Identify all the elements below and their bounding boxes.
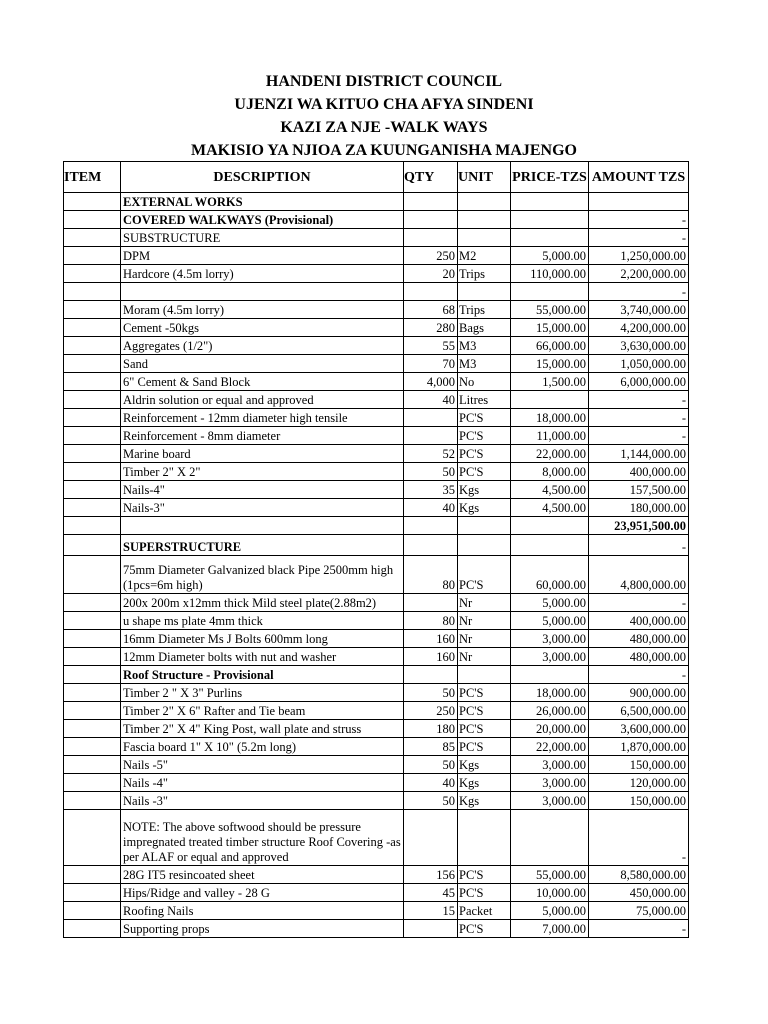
- table-row: [64, 630, 689, 648]
- item-cell: [64, 720, 121, 738]
- description-cell: 6" Cement & Sand Block: [121, 373, 404, 391]
- amount-cell: -: [589, 229, 689, 247]
- price-cell: 4,500.00: [511, 499, 589, 517]
- unit-cell: PC'S: [458, 556, 511, 594]
- description-cell: 75mm Diameter Galvanized black Pipe 2500mm high (1pcs=6m high): [121, 556, 404, 594]
- title-line-works: KAZI ZA NJE -WALK WAYS: [280, 119, 488, 136]
- qty-cell: 40: [404, 774, 458, 792]
- qty-cell: [404, 535, 458, 556]
- table-row: [64, 702, 689, 720]
- description-cell: Nails -3": [121, 792, 404, 810]
- title-line-estimate: MAKISIO YA NJIOA ZA KUUNGANISHA MAJENGO: [191, 142, 577, 159]
- amount-cell: 400,000.00: [589, 612, 689, 630]
- qty-cell: 50: [404, 792, 458, 810]
- amount-cell: 157,500.00: [589, 481, 689, 499]
- unit-cell: Litres: [458, 391, 511, 409]
- price-cell: 3,000.00: [511, 792, 589, 810]
- table-row: [64, 792, 689, 810]
- amount-cell: 23,951,500.00: [589, 517, 689, 535]
- unit-cell: Kgs: [458, 756, 511, 774]
- qty-cell: 80: [404, 612, 458, 630]
- description-cell: Timber 2 " X 3" Purlins: [121, 684, 404, 702]
- qty-cell: 50: [404, 684, 458, 702]
- price-cell: [511, 229, 589, 247]
- amount-cell: -: [589, 535, 689, 556]
- price-cell: 18,000.00: [511, 684, 589, 702]
- price-cell: 15,000.00: [511, 319, 589, 337]
- table-row: [64, 902, 689, 920]
- description-cell: [121, 283, 404, 301]
- amount-cell: 1,250,000.00: [589, 247, 689, 265]
- description-cell: SUBSTRUCTURE: [121, 229, 404, 247]
- unit-cell: [458, 229, 511, 247]
- amount-cell: 1,870,000.00: [589, 738, 689, 756]
- table-row: [64, 648, 689, 666]
- description-cell: Timber 2" X 4" King Post, wall plate and struss: [121, 720, 404, 738]
- qty-cell: 156: [404, 866, 458, 884]
- price-cell: [511, 535, 589, 556]
- table-row: [64, 666, 689, 684]
- description-cell: Hips/Ridge and valley - 28 G: [121, 884, 404, 902]
- price-cell: 55,000.00: [511, 866, 589, 884]
- amount-cell: 2,200,000.00: [589, 265, 689, 283]
- description-cell: Roofing Nails: [121, 902, 404, 920]
- qty-cell: 180: [404, 720, 458, 738]
- amount-cell: -: [589, 391, 689, 409]
- amount-cell: -: [589, 211, 689, 229]
- description-cell: 200x 200m x12mm thick Mild steel plate(2.88m2): [121, 594, 404, 612]
- table-row: [64, 866, 689, 884]
- unit-cell: Packet: [458, 902, 511, 920]
- amount-cell: -: [589, 409, 689, 427]
- amount-cell: 480,000.00: [589, 648, 689, 666]
- item-cell: [64, 247, 121, 265]
- item-cell: [64, 810, 121, 866]
- unit-cell: Kgs: [458, 792, 511, 810]
- table-row: [64, 594, 689, 612]
- title-line-project: UJENZI WA KITUO CHA AFYA SINDENI: [234, 96, 534, 113]
- qty-cell: 20: [404, 265, 458, 283]
- amount-cell: -: [589, 810, 689, 866]
- amount-cell: [589, 193, 689, 211]
- item-cell: [64, 702, 121, 720]
- table-row: [64, 499, 689, 517]
- price-cell: 22,000.00: [511, 738, 589, 756]
- description-cell: Sand: [121, 355, 404, 373]
- item-cell: [64, 301, 121, 319]
- item-cell: [64, 630, 121, 648]
- unit-cell: No: [458, 373, 511, 391]
- unit-cell: Nr: [458, 648, 511, 666]
- qty-cell: [404, 193, 458, 211]
- amount-cell: 450,000.00: [589, 884, 689, 902]
- qty-cell: 85: [404, 738, 458, 756]
- qty-cell: 50: [404, 756, 458, 774]
- unit-cell: [458, 666, 511, 684]
- item-cell: [64, 535, 121, 556]
- item-cell: [64, 756, 121, 774]
- table-row: [64, 337, 689, 355]
- qty-cell: [404, 409, 458, 427]
- item-cell: [64, 193, 121, 211]
- description-cell: Fascia board 1" X 10" (5.2m long): [121, 738, 404, 756]
- table-row: [64, 409, 689, 427]
- table-row: [64, 756, 689, 774]
- description-cell: Roof Structure - Provisional: [121, 666, 404, 684]
- unit-cell: PC'S: [458, 866, 511, 884]
- price-cell: 110,000.00: [511, 265, 589, 283]
- qty-cell: 160: [404, 648, 458, 666]
- table-row: [64, 720, 689, 738]
- price-cell: 1,500.00: [511, 373, 589, 391]
- unit-cell: Kgs: [458, 481, 511, 499]
- description-cell: Aggregates (1/2"): [121, 337, 404, 355]
- price-cell: 5,000.00: [511, 612, 589, 630]
- table-row: [64, 920, 689, 938]
- price-cell: 3,000.00: [511, 630, 589, 648]
- unit-cell: [458, 193, 511, 211]
- unit-cell: Trips: [458, 301, 511, 319]
- description-cell: Nails -5": [121, 756, 404, 774]
- description-cell: NOTE: The above softwood should be pressure impregnated treated timber structure Roof Covering -as per ALAF or equal and approved: [121, 810, 404, 866]
- qty-cell: 250: [404, 247, 458, 265]
- qty-cell: 280: [404, 319, 458, 337]
- item-cell: [64, 391, 121, 409]
- description-cell: SUPERSTRUCTURE: [121, 535, 404, 556]
- unit-cell: Kgs: [458, 774, 511, 792]
- item-cell: [64, 738, 121, 756]
- description-cell: Moram (4.5m lorry): [121, 301, 404, 319]
- description-cell: Cement -50kgs: [121, 319, 404, 337]
- amount-cell: 400,000.00: [589, 463, 689, 481]
- item-cell: [64, 648, 121, 666]
- description-cell: Timber 2" X 6" Rafter and Tie beam: [121, 702, 404, 720]
- item-cell: [64, 902, 121, 920]
- header-description: DESCRIPTION: [121, 162, 404, 193]
- item-cell: [64, 337, 121, 355]
- unit-cell: PC'S: [458, 409, 511, 427]
- unit-cell: PC'S: [458, 738, 511, 756]
- unit-cell: PC'S: [458, 720, 511, 738]
- description-cell: Timber 2" X 2": [121, 463, 404, 481]
- table-row: [64, 427, 689, 445]
- qty-cell: 68: [404, 301, 458, 319]
- price-cell: 18,000.00: [511, 409, 589, 427]
- price-cell: 4,500.00: [511, 481, 589, 499]
- price-cell: [511, 193, 589, 211]
- unit-cell: M2: [458, 247, 511, 265]
- amount-cell: -: [589, 594, 689, 612]
- table-row: [64, 810, 689, 866]
- table-row: [64, 612, 689, 630]
- price-cell: 3,000.00: [511, 756, 589, 774]
- amount-cell: -: [589, 427, 689, 445]
- description-cell: [121, 517, 404, 535]
- item-cell: [64, 265, 121, 283]
- unit-cell: [458, 535, 511, 556]
- unit-cell: M3: [458, 337, 511, 355]
- price-cell: [511, 391, 589, 409]
- price-cell: 7,000.00: [511, 920, 589, 938]
- table-row: [64, 193, 689, 211]
- description-cell: 28G IT5 resincoated sheet: [121, 866, 404, 884]
- unit-cell: [458, 810, 511, 866]
- item-cell: [64, 409, 121, 427]
- item-cell: [64, 211, 121, 229]
- table-row: [64, 445, 689, 463]
- amount-cell: 3,740,000.00: [589, 301, 689, 319]
- description-cell: u shape ms plate 4mm thick: [121, 612, 404, 630]
- unit-cell: PC'S: [458, 427, 511, 445]
- price-cell: 3,000.00: [511, 648, 589, 666]
- qty-cell: [404, 229, 458, 247]
- table-row: [64, 283, 689, 301]
- item-cell: [64, 684, 121, 702]
- description-cell: Nails-4": [121, 481, 404, 499]
- unit-cell: Nr: [458, 594, 511, 612]
- item-cell: [64, 594, 121, 612]
- unit-cell: [458, 211, 511, 229]
- unit-cell: PC'S: [458, 463, 511, 481]
- price-cell: 5,000.00: [511, 902, 589, 920]
- item-cell: [64, 884, 121, 902]
- amount-cell: 1,144,000.00: [589, 445, 689, 463]
- unit-cell: M3: [458, 355, 511, 373]
- item-cell: [64, 774, 121, 792]
- price-cell: 11,000.00: [511, 427, 589, 445]
- table-row: [64, 301, 689, 319]
- bill-of-quantities-table: [63, 161, 689, 938]
- qty-cell: 52: [404, 445, 458, 463]
- item-cell: [64, 229, 121, 247]
- unit-cell: Kgs: [458, 499, 511, 517]
- item-cell: [64, 499, 121, 517]
- qty-cell: 160: [404, 630, 458, 648]
- price-cell: 3,000.00: [511, 774, 589, 792]
- unit-cell: Nr: [458, 630, 511, 648]
- price-cell: 10,000.00: [511, 884, 589, 902]
- description-cell: 16mm Diameter Ms J Bolts 600mm long: [121, 630, 404, 648]
- header-qty: QTY: [404, 162, 458, 193]
- amount-cell: 4,200,000.00: [589, 319, 689, 337]
- description-cell: 12mm Diameter bolts with nut and washer: [121, 648, 404, 666]
- header-amount: AMOUNT TZS: [589, 162, 689, 193]
- table-row: [64, 265, 689, 283]
- item-cell: [64, 792, 121, 810]
- amount-cell: 3,600,000.00: [589, 720, 689, 738]
- qty-cell: 50: [404, 463, 458, 481]
- description-cell: DPM: [121, 247, 404, 265]
- qty-cell: 45: [404, 884, 458, 902]
- price-cell: [511, 211, 589, 229]
- price-cell: 5,000.00: [511, 247, 589, 265]
- table-row: [64, 373, 689, 391]
- qty-cell: 4,000: [404, 373, 458, 391]
- table-row: [64, 774, 689, 792]
- price-cell: 22,000.00: [511, 445, 589, 463]
- qty-cell: 55: [404, 337, 458, 355]
- unit-cell: [458, 283, 511, 301]
- unit-cell: PC'S: [458, 445, 511, 463]
- price-cell: 20,000.00: [511, 720, 589, 738]
- item-cell: [64, 373, 121, 391]
- table-row: [64, 355, 689, 373]
- item-cell: [64, 319, 121, 337]
- table-row: [64, 391, 689, 409]
- qty-cell: 250: [404, 702, 458, 720]
- table-row: [64, 229, 689, 247]
- amount-cell: 150,000.00: [589, 756, 689, 774]
- price-cell: 5,000.00: [511, 594, 589, 612]
- amount-cell: -: [589, 920, 689, 938]
- table-row: [64, 884, 689, 902]
- table-row: [64, 684, 689, 702]
- amount-cell: 120,000.00: [589, 774, 689, 792]
- price-cell: [511, 517, 589, 535]
- amount-cell: 480,000.00: [589, 630, 689, 648]
- qty-cell: [404, 427, 458, 445]
- qty-cell: [404, 666, 458, 684]
- item-cell: [64, 556, 121, 594]
- item-cell: [64, 666, 121, 684]
- price-cell: 15,000.00: [511, 355, 589, 373]
- amount-cell: -: [589, 283, 689, 301]
- price-cell: 8,000.00: [511, 463, 589, 481]
- item-cell: [64, 445, 121, 463]
- unit-cell: Nr: [458, 612, 511, 630]
- table-row: [64, 247, 689, 265]
- qty-cell: 40: [404, 391, 458, 409]
- qty-cell: 35: [404, 481, 458, 499]
- amount-cell: -: [589, 666, 689, 684]
- item-cell: [64, 427, 121, 445]
- price-cell: [511, 810, 589, 866]
- price-cell: [511, 283, 589, 301]
- unit-cell: Trips: [458, 265, 511, 283]
- amount-cell: 1,050,000.00: [589, 355, 689, 373]
- table-row: [64, 738, 689, 756]
- table-row: [64, 211, 689, 229]
- amount-cell: 180,000.00: [589, 499, 689, 517]
- description-cell: Supporting props: [121, 920, 404, 938]
- description-cell: EXTERNAL WORKS: [121, 193, 404, 211]
- table-body: [64, 193, 689, 938]
- unit-cell: Bags: [458, 319, 511, 337]
- amount-cell: 900,000.00: [589, 684, 689, 702]
- table-row: [64, 556, 689, 594]
- table-row: [64, 481, 689, 499]
- header-price: PRICE-TZS: [511, 162, 589, 193]
- item-cell: [64, 481, 121, 499]
- table-row: [64, 319, 689, 337]
- table-header-row: [64, 162, 689, 193]
- unit-cell: [458, 517, 511, 535]
- qty-cell: 70: [404, 355, 458, 373]
- amount-cell: 8,580,000.00: [589, 866, 689, 884]
- amount-cell: 75,000.00: [589, 902, 689, 920]
- qty-cell: [404, 810, 458, 866]
- item-cell: [64, 355, 121, 373]
- description-cell: COVERED WALKWAYS (Provisional): [121, 211, 404, 229]
- unit-cell: PC'S: [458, 684, 511, 702]
- title-line-council: HANDENI DISTRICT COUNCIL: [265, 73, 503, 90]
- description-cell: Reinforcement - 8mm diameter: [121, 427, 404, 445]
- qty-cell: [404, 283, 458, 301]
- description-cell: Nails -4": [121, 774, 404, 792]
- amount-cell: 4,800,000.00: [589, 556, 689, 594]
- header-unit: UNIT: [458, 162, 511, 193]
- item-cell: [64, 463, 121, 481]
- table-row: [64, 535, 689, 556]
- item-cell: [64, 866, 121, 884]
- description-cell: Reinforcement - 12mm diameter high tensile: [121, 409, 404, 427]
- qty-cell: [404, 517, 458, 535]
- unit-cell: PC'S: [458, 884, 511, 902]
- price-cell: 55,000.00: [511, 301, 589, 319]
- qty-cell: [404, 594, 458, 612]
- item-cell: [64, 612, 121, 630]
- table-row: [64, 463, 689, 481]
- amount-cell: 6,000,000.00: [589, 373, 689, 391]
- item-cell: [64, 517, 121, 535]
- price-cell: 66,000.00: [511, 337, 589, 355]
- item-cell: [64, 920, 121, 938]
- qty-cell: [404, 920, 458, 938]
- qty-cell: [404, 211, 458, 229]
- header-item: ITEM: [64, 162, 121, 193]
- amount-cell: 150,000.00: [589, 792, 689, 810]
- description-cell: Marine board: [121, 445, 404, 463]
- unit-cell: PC'S: [458, 920, 511, 938]
- price-cell: 26,000.00: [511, 702, 589, 720]
- qty-cell: 40: [404, 499, 458, 517]
- subtotal-row: [64, 517, 689, 535]
- item-cell: [64, 283, 121, 301]
- amount-cell: 3,630,000.00: [589, 337, 689, 355]
- description-cell: Nails-3": [121, 499, 404, 517]
- description-cell: Hardcore (4.5m lorry): [121, 265, 404, 283]
- document-title-block: [0, 70, 768, 162]
- qty-cell: 80: [404, 556, 458, 594]
- qty-cell: 15: [404, 902, 458, 920]
- price-cell: [511, 666, 589, 684]
- description-cell: Aldrin solution or equal and approved: [121, 391, 404, 409]
- amount-cell: 6,500,000.00: [589, 702, 689, 720]
- unit-cell: PC'S: [458, 702, 511, 720]
- price-cell: 60,000.00: [511, 556, 589, 594]
